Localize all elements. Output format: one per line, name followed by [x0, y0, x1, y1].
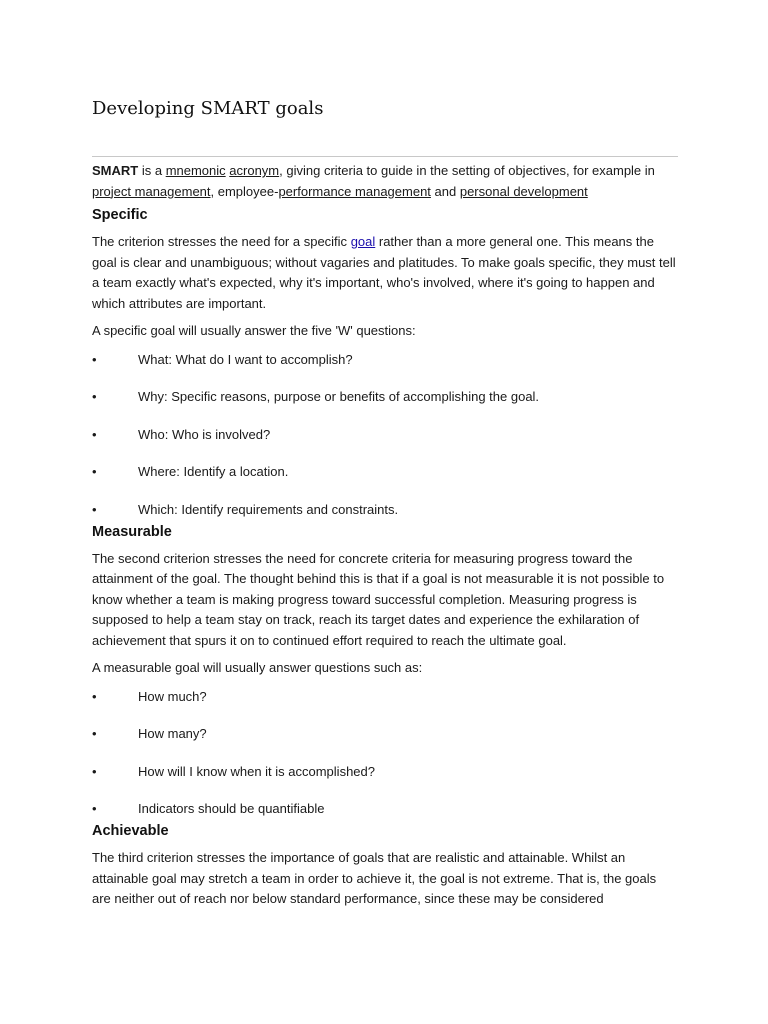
title-divider: [92, 156, 678, 157]
list-item: [92, 387, 678, 425]
list-item: [92, 462, 678, 500]
heading-achievable: Achievable: [92, 823, 169, 839]
page-title: Developing SMART goals: [92, 98, 324, 119]
specific-paragraph: [92, 232, 678, 314]
link-project-management[interactable]: project management: [92, 183, 211, 199]
achievable-paragraph: The third criterion stresses the importance of goals that are realistic and attainable. Whilst an attainable goal may stretch a team in order to achieve it, the goal is not extreme. That is, the goals are neither out of reach nor below standard performance, since these may be considered: [92, 850, 657, 906]
intro-text: , employee-: [210, 183, 279, 199]
list-item: [92, 687, 678, 725]
bullet: •: [92, 351, 97, 367]
list-item-text: How will I know when it is accomplished?: [138, 763, 375, 779]
list-item-text: Who: Who is involved?: [138, 426, 271, 442]
link-goal[interactable]: goal: [350, 234, 376, 249]
list-item: [92, 500, 678, 520]
bullet: •: [92, 389, 97, 404]
list-item: [92, 724, 678, 762]
bullet: •: [92, 801, 97, 816]
list-item: [92, 799, 678, 819]
specific-text: The criterion stresses the need for a specific: [92, 234, 351, 249]
list-item-text: How much?: [138, 688, 207, 704]
list-item: [92, 762, 678, 800]
bullet: •: [92, 501, 97, 517]
measurable-question-list: [92, 687, 678, 820]
link-performance-management[interactable]: performance management: [278, 183, 431, 199]
list-item-text: Indicators should be quantifiable: [138, 801, 325, 816]
heading-specific: Specific: [92, 207, 148, 223]
list-item-text: How many?: [138, 726, 207, 741]
list-item-text: What: What do I want to accomplish?: [138, 351, 353, 367]
specific-text: rather than a more general one. This means the goal is clear and unambiguous; without vagaries and platitudes. To make goals specific, they must tell a team exactly what's expected, why it's important, who's involved, where it's going to happen and which attributes are important.: [92, 234, 676, 311]
list-item: [92, 425, 678, 463]
list-item-text: Why: Specific reasons, purpose or benefits of accomplishing the goal.: [138, 389, 540, 404]
list-item: [92, 350, 678, 388]
bullet: •: [92, 464, 97, 479]
measurable-questions-intro: A measurable goal will usually answer questions such as:: [92, 660, 423, 675]
intro-text: is a: [138, 163, 166, 178]
bullet: •: [92, 426, 97, 442]
intro-text: , giving criteria to guide in the setting of objectives, for example in: [279, 163, 655, 178]
bullet: •: [92, 688, 97, 704]
intro-text: and: [430, 183, 460, 199]
bullet: •: [92, 726, 97, 741]
link-mnemonic[interactable]: mnemonic: [165, 163, 226, 178]
smart-term: SMART: [92, 163, 139, 178]
measurable-paragraph: The second criterion stresses the need for concrete criteria for measuring progress toward the attainment of the goal. The thought behind this is that if a goal is not measurable it is not possible to know whether a team is making progress toward successful completion. Measuring progress is supposed to help a team stay on track, reach its target dates and experience the exhilaration of achievement that spurs it on to continued effort required to reach the ultimate goal.: [92, 550, 665, 648]
link-personal-development[interactable]: personal development: [459, 183, 588, 199]
intro-paragraph: [92, 161, 678, 202]
bullet: •: [92, 763, 97, 779]
link-acronym[interactable]: acronym: [229, 163, 280, 178]
specific-question-list: [92, 350, 678, 520]
heading-measurable: Measurable: [92, 523, 172, 540]
specific-questions-intro: A specific goal will usually answer the five 'W' questions:: [92, 323, 416, 338]
document-body: [92, 161, 678, 917]
list-item-text: Where: Identify a location.: [138, 464, 289, 479]
list-item-text: Which: Identify requirements and constraints.: [138, 501, 399, 517]
